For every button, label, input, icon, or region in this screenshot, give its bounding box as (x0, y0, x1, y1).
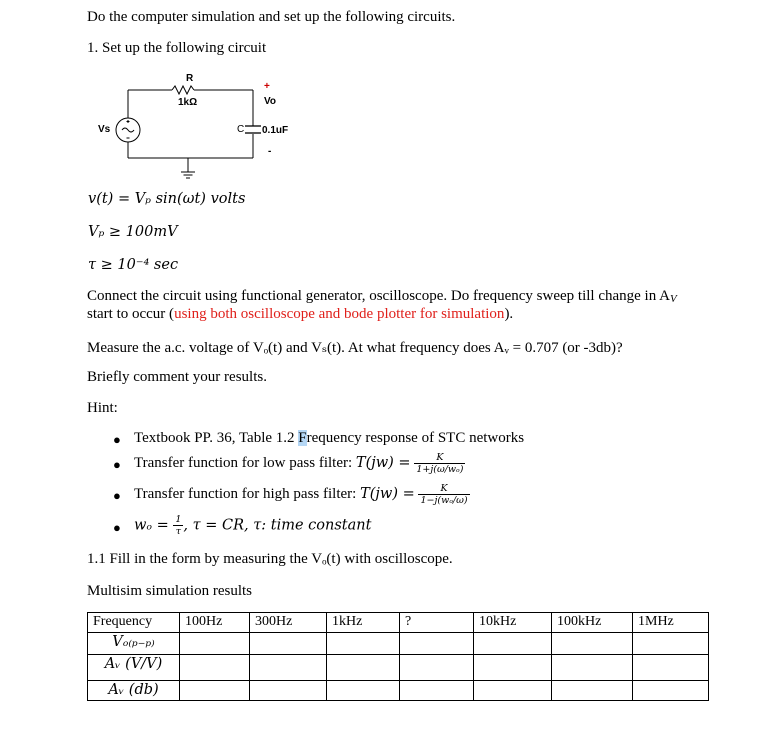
instruction-text-c: ). (504, 306, 514, 322)
table-cell[interactable] (180, 681, 250, 701)
table-cell[interactable] (633, 681, 709, 701)
vo-minus-sign: - (268, 146, 272, 157)
bullet-icon: ● (113, 520, 121, 535)
table-cell[interactable] (250, 681, 327, 701)
table-cell[interactable] (552, 633, 633, 655)
instruction-text-b: start to occur ( (87, 306, 175, 322)
table-cell[interactable] (633, 633, 709, 655)
table-row (88, 655, 709, 681)
highpass-numerator: K (418, 483, 469, 495)
section-1-1-heading: 1.1 Fill in the form by measuring the Vₒ(t) with oscilloscope. (87, 551, 453, 567)
header-frequency: Frequency (88, 613, 180, 633)
equation-peak-voltage: Vₚ ≥ 100mV (88, 224, 178, 240)
table-cell[interactable] (633, 655, 709, 681)
hint-textbook-text: Textbook PP. 36, Table 1.2 (134, 430, 299, 446)
resistor-value: 1kΩ (178, 97, 198, 108)
header-1khz: 1kHz (327, 613, 400, 633)
bullet-icon: ● (113, 457, 121, 472)
vs-label: Vs (98, 124, 111, 135)
header-100hz: 100Hz (180, 613, 250, 633)
results-table (87, 612, 709, 701)
header-unknown: ? (400, 613, 474, 633)
resistor-label: R (186, 73, 194, 84)
table-cell[interactable] (474, 633, 552, 655)
highpass-math: T(jw) = (360, 485, 415, 502)
hint-bullet-highpass (134, 483, 470, 506)
table-row (88, 681, 709, 701)
instruction-text-a: Connect the circuit using functional generator, oscilloscope. Do frequency sweep till change in A (87, 288, 670, 304)
header-100khz: 100kHz (552, 613, 633, 633)
instruction-paragraph-line1 (87, 288, 677, 305)
equation-source-voltage: v(t) = Vₚ sin(ωt) volts (88, 191, 246, 207)
table-cell[interactable] (552, 655, 633, 681)
vo-label: Vo (264, 96, 277, 107)
table-cell[interactable] (180, 655, 250, 681)
lowpass-text: Transfer function for low pass filter: (134, 454, 353, 471)
hint-bullet-lowpass (134, 452, 465, 475)
lowpass-math: T(jw) = (355, 454, 411, 471)
table-row (88, 633, 709, 655)
instruction-av-sub: V (669, 293, 677, 305)
resistor-symbol (172, 86, 194, 94)
capacitor-label: C (237, 124, 245, 135)
row-label-av: Aᵥ (V/V) (88, 655, 180, 681)
bullet-icon: ● (113, 432, 121, 447)
lowpass-fraction (414, 452, 465, 475)
omega-numerator: 1 (175, 514, 182, 525)
measure-question: Measure the a.c. voltage of Vₒ(t) and Vₛ(t). At what frequency does Aᵥ = 0.707 (or -3db)? (87, 340, 623, 356)
highpass-text: Transfer function for high pass filter: (134, 485, 357, 502)
bullet-icon: ● (113, 488, 121, 503)
multisim-caption: Multisim simulation results (87, 583, 253, 599)
lowpass-numerator: K (414, 452, 465, 464)
table-cell[interactable] (180, 633, 250, 655)
table-cell[interactable] (474, 681, 552, 701)
comment-instruction: Briefly comment your results. (87, 369, 267, 385)
lowpass-denominator: 1+j(ω/wₒ) (416, 464, 464, 475)
highpass-denominator: 1−j(wₒ/ω) (420, 495, 468, 506)
omega-fraction (173, 514, 183, 537)
table-cell[interactable] (327, 633, 400, 655)
omega-eq: wₒ = (134, 517, 169, 534)
table-cell[interactable] (327, 655, 400, 681)
highpass-fraction (418, 483, 469, 506)
table-cell[interactable] (474, 655, 552, 681)
table-cell[interactable] (250, 633, 327, 655)
step-1-heading: 1. Set up the following circuit (87, 40, 267, 56)
highlighted-letter: F (298, 430, 307, 446)
tau-definition: , τ = CR, τ: time constant (183, 517, 372, 534)
header-1mhz: 1MHz (633, 613, 709, 633)
hint-bullet-textbook (134, 430, 524, 447)
simulation-note-red: using both oscilloscope and bode plotter for simulation (174, 306, 505, 322)
row-label-vo: Vₒ₍ₚ₋ₚ₎ (88, 633, 180, 655)
header-300hz: 300Hz (250, 613, 327, 633)
table-cell[interactable] (400, 655, 474, 681)
hint-bullet-time-constant (134, 514, 371, 537)
hint-textbook-text-end: requency response of STC networks (306, 430, 525, 446)
table-cell[interactable] (400, 633, 474, 655)
header-10khz: 10kHz (474, 613, 552, 633)
omega-denominator: τ (175, 526, 182, 537)
table-cell[interactable] (327, 681, 400, 701)
table-cell[interactable] (400, 681, 474, 701)
hint-heading: Hint: (87, 400, 118, 416)
row-label-av-db: Aᵥ (db) (88, 681, 180, 701)
intro-text: Do the computer simulation and set up the following circuits. (87, 9, 456, 25)
instruction-paragraph-line2 (87, 306, 513, 323)
capacitor-value: 0.1uF (262, 125, 289, 136)
vo-plus-sign: + (264, 81, 270, 92)
equation-time-constant: τ ≥ 10⁻⁴ sec (88, 257, 179, 273)
table-cell[interactable] (250, 655, 327, 681)
table-header-row (88, 613, 709, 633)
table-cell[interactable] (552, 681, 633, 701)
rc-circuit-diagram (90, 70, 290, 190)
